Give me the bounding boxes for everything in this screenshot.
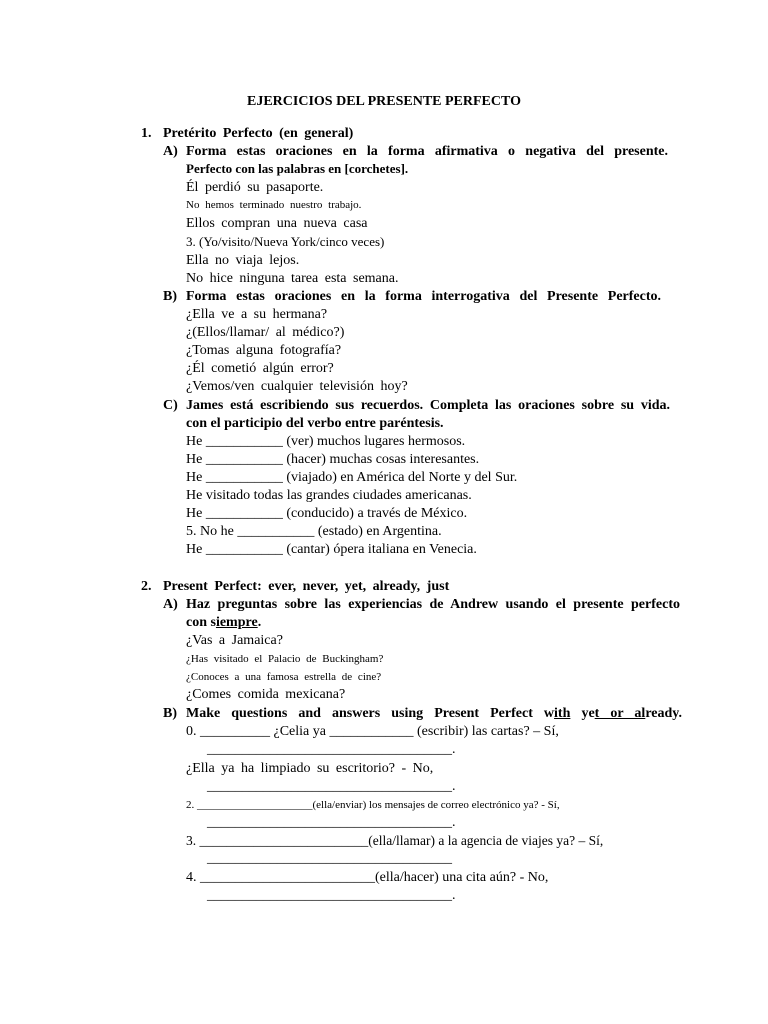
list-item: He ___________ (ver) muchos lugares hermosos. — [186, 434, 466, 449]
answer-line-3: ___________________________________ — [207, 851, 452, 866]
section-2-number: 2. — [141, 579, 152, 594]
question-1: ¿Ella ya ha limpiado su escritorio? - No, — [186, 761, 434, 776]
question-3: 3. _________________________(ella/llamar) a la agencia de viajes ya? – Sí, — [186, 833, 604, 848]
list-item: 3. (Yo/visito/Nueva York/cinco veces) — [186, 234, 385, 249]
section-2-heading: Present Perfect: ever, never, yet, already, just — [163, 579, 450, 594]
question-0: 0. __________ ¿Celia ya ____________ (escribir) las cartas? – Sí, — [186, 724, 559, 739]
answer-line-1: ___________________________________. — [207, 779, 456, 794]
list-item: Él perdió su pasaporte. — [186, 180, 324, 195]
list-item: He ___________ (viajado) en América del Norte y del Sur. — [186, 470, 518, 485]
section-1c-instruction: James está escribiendo sus recuerdos. Completa las oraciones sobre su vida. — [186, 398, 670, 413]
list-item: ¿Vas a Jamaica? — [186, 633, 283, 648]
section-2a-instruction-2: con siempre. — [186, 615, 262, 630]
section-1c-label: C) — [163, 398, 178, 413]
list-item: ¿Tomas alguna fotografía? — [186, 343, 342, 358]
section-1b-instruction: Forma estas oraciones en la forma interrogativa del Presente Perfecto. — [186, 289, 661, 304]
list-item: ¿Ella ve a su hermana? — [186, 307, 328, 322]
section-2b-label: B) — [163, 706, 177, 721]
section-2a-instruction: Haz preguntas sobre las experiencias de Andrew usando el presente perfecto — [186, 597, 680, 612]
list-item: No hemos terminado nuestro trabajo. — [186, 199, 362, 211]
page-title: EJERCICIOS DEL PRESENTE PERFECTO — [247, 94, 521, 109]
section-1-number: 1. — [141, 126, 152, 141]
section-1a-label: A) — [163, 144, 178, 159]
list-item: ¿Has visitado el Palacio de Buckingham? — [186, 653, 384, 665]
answer-line-4: ___________________________________. — [207, 888, 456, 903]
section-1c-instruction-2: con el participio del verbo entre paréntesis. — [186, 416, 444, 431]
list-item: 5. No he ___________ (estado) en Argentina. — [186, 524, 442, 539]
list-item: ¿Él cometió algún error? — [186, 361, 334, 376]
question-4: 4. _________________________(ella/hacer) una cita aún? - No, — [186, 870, 549, 885]
question-2: 2. _____________________(ella/enviar) los mensajes de correo electrónico ya? - Sí, — [186, 799, 560, 811]
list-item: ¿(Ellos/llamar/ al médico?) — [186, 325, 345, 340]
list-item: No hice ninguna tarea esta semana. — [186, 271, 399, 286]
list-item: He ___________ (conducido) a través de México. — [186, 506, 468, 521]
list-item: ¿Conoces a una famosa estrella de cine? — [186, 671, 382, 683]
list-item: He ___________ (hacer) muchas cosas interesantes. — [186, 452, 480, 467]
answer-line-0: ___________________________________. — [207, 742, 456, 757]
list-item: ¿Vemos/ven cualquier televisión hoy? — [186, 379, 408, 394]
section-1-heading: Pretérito Perfecto (en general) — [163, 126, 354, 141]
section-1b-label: B) — [163, 289, 177, 304]
section-1a-instruction: Forma estas oraciones en la forma afirmativa o negativa del presente. — [186, 144, 668, 159]
list-item: Ellos compran una nueva casa — [186, 216, 368, 231]
list-item: ¿Comes comida mexicana? — [186, 687, 346, 702]
section-2b-instruction: Make questions and answers using Present Perfect with yet or already. — [186, 706, 683, 721]
list-item: Ella no viaja lejos. — [186, 253, 300, 268]
list-item: He visitado todas las grandes ciudades americanas. — [186, 488, 472, 503]
list-item: He ___________ (cantar) ópera italiana en Venecia. — [186, 542, 477, 557]
answer-line-2: ___________________________________. — [207, 815, 456, 830]
section-2a-label: A) — [163, 597, 178, 612]
section-1a-instruction-2: Perfecto con las palabras en [corchetes]. — [186, 161, 409, 176]
